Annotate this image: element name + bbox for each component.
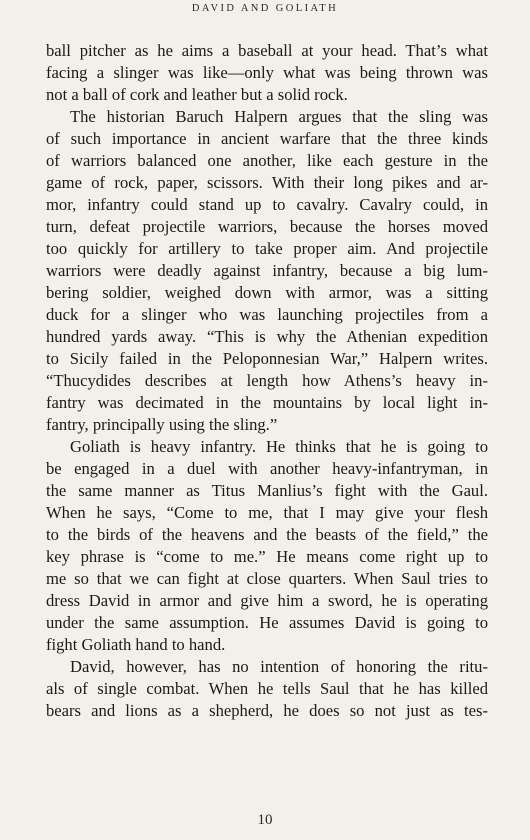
text-line: fantry was decimated in the mountains by local light in- (46, 393, 488, 412)
text-line: bears and lions as a shepherd, he does so not just as tes- (46, 701, 488, 720)
text-line: hundred yards away. “This is why the Athenian expedition (46, 327, 488, 346)
text-line: When he says, “Come to me, that I may give your flesh (46, 503, 488, 522)
text-line: under the same assumption. He assumes David is going to (46, 613, 488, 632)
text-line: be engaged in a duel with another heavy-infantryman, in (46, 459, 488, 478)
text-line: duck for a slinger who was launching projectiles from a (46, 305, 488, 324)
text-line: game of rock, paper, scissors. With their long pikes and ar- (46, 173, 488, 192)
text-line: fantry, principally using the sling.” (46, 415, 278, 434)
text-line: dress David in armor and give him a sword, he is operating (46, 591, 488, 610)
text-line: “Thucydides describes at length how Athens’s heavy in- (46, 371, 488, 390)
text-line: bering soldier, weighed down with armor, was a sitting (46, 283, 488, 302)
running-head: DAVID AND GOLIATH (191, 3, 339, 14)
text-line: me so that we can fight at close quarters. When Saul tries to (46, 569, 488, 588)
text-line: ball pitcher as he aims a baseball at your head. That’s what (46, 41, 488, 60)
text-line: not a ball of cork and leather but a solid rock. (46, 85, 348, 104)
text-line: als of single combat. When he tells Saul that he has killed (46, 679, 488, 698)
page-number: 10 (257, 812, 273, 828)
text-line: turn, defeat projectile warriors, because the horses moved (46, 217, 488, 236)
text-line: too quickly for artillery to take proper aim. And projectile (46, 239, 488, 258)
text-line: to the birds of the heavens and the beasts of the field,” the (46, 525, 488, 544)
text-line: facing a slinger was like—only what was being thrown was (46, 63, 488, 82)
text-line: to Sicily failed in the Peloponnesian War,” Halpern writes. (46, 349, 488, 368)
text-line: David, however, has no intention of honoring the ritu- (70, 657, 488, 676)
body-text (46, 40, 488, 722)
text-line: The historian Baruch Halpern argues that the sling was (70, 107, 488, 126)
text-line: key phrase is “come to me.” He means come right up to (46, 547, 488, 566)
text-line: mor, infantry could stand up to cavalry. Cavalry could, in (46, 195, 488, 214)
text-line: Goliath is heavy infantry. He thinks that he is going to (70, 437, 488, 456)
text-line: fight Goliath hand to hand. (46, 635, 226, 654)
text-line: of warriors balanced one another, like each gesture in the (46, 151, 488, 170)
text-line: warriors were deadly against infantry, because a big lum- (46, 261, 488, 280)
text-line: of such importance in ancient warfare that the three kinds (46, 129, 488, 148)
text-line: the same manner as Titus Manlius’s fight with the Gaul. (46, 481, 488, 500)
